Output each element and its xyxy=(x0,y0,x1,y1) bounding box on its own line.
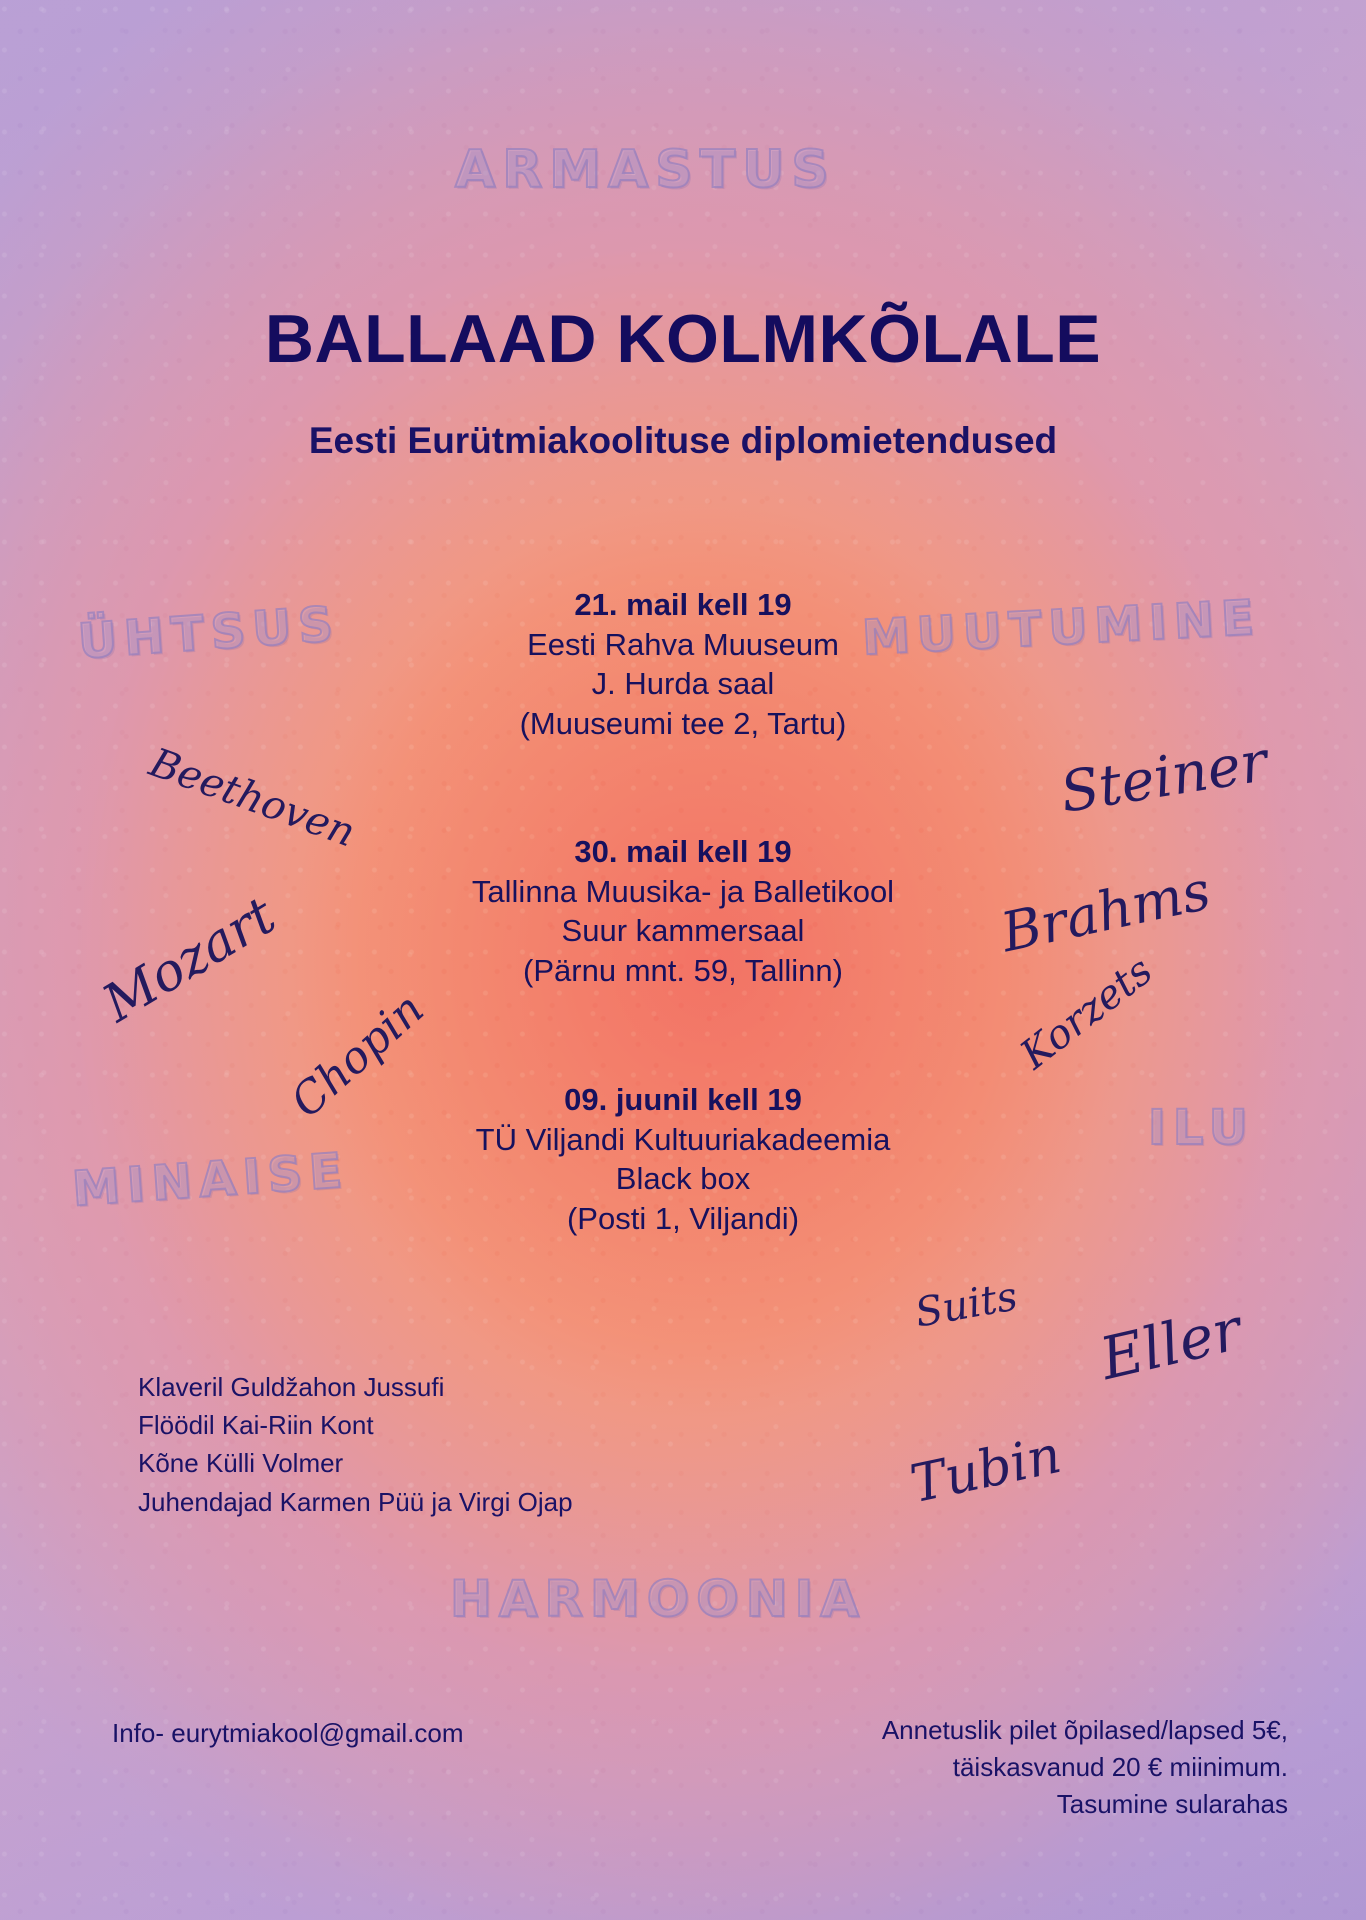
keyword-armastus: ARMASTUS xyxy=(455,140,836,200)
name-tubin: Tubin xyxy=(905,1424,1067,1516)
event-hall: Suur kammersaal xyxy=(561,913,805,949)
event-entry xyxy=(0,585,1366,744)
keyword-harmoonia: HARMOONIA xyxy=(450,1570,866,1628)
event-venue: Eesti Rahva Muuseum xyxy=(527,626,839,662)
event-address: (Pärnu mnt. 59, Tallinn) xyxy=(523,953,843,989)
keyword-ilu: ILU xyxy=(1148,1100,1255,1156)
name-mozart: Mozart xyxy=(93,885,286,1035)
price-line: Tasumine sularahas xyxy=(1056,1788,1288,1819)
keyword-uhtsus: ÜHTSUS xyxy=(76,595,342,671)
page-title: BALLAAD KOLMKÕLALE xyxy=(264,301,1102,377)
page-subtitle: Eesti Eurütmiakoolituse diplomietendused xyxy=(308,420,1058,461)
performers-list xyxy=(138,1368,573,1521)
event-datetime: 21. mail kell 19 xyxy=(574,587,792,622)
name-suits: Suits xyxy=(911,1273,1021,1337)
price-line: Annetuslik pilet õpilased/lapsed 5€, xyxy=(881,1715,1288,1745)
performer-line: Klaveril Guldžahon Jussufi xyxy=(138,1372,445,1402)
event-hall: Black box xyxy=(615,1161,751,1197)
event-entry xyxy=(0,832,1366,991)
ticket-price-info xyxy=(882,1712,1288,1823)
contact-info: Info- eurytmiakool@gmail.com xyxy=(112,1718,464,1748)
performer-line: Kõne Külli Volmer xyxy=(138,1448,344,1479)
name-chopin: Chopin xyxy=(281,983,434,1128)
keyword-muutumine: MUUTUMINE xyxy=(860,589,1263,667)
name-eller: Eller xyxy=(1094,1294,1248,1394)
event-venue: Tallinna Muusika- ja Balletikool xyxy=(471,873,895,909)
name-beethoven: Beethoven xyxy=(143,739,362,857)
event-hall: J. Hurda saal xyxy=(591,666,775,702)
event-address: (Posti 1, Viljandi) xyxy=(566,1201,800,1237)
name-brahms: Brahms xyxy=(995,858,1216,965)
event-entry xyxy=(0,1080,1366,1239)
name-steiner: Steiner xyxy=(1056,729,1272,826)
event-datetime: 09. juunil kell 19 xyxy=(564,1082,802,1117)
keyword-minaise: MINAISE xyxy=(70,1142,351,1218)
name-korzets: Korzets xyxy=(1012,947,1162,1079)
price-line: täiskasvanud 20 € miinimum. xyxy=(952,1751,1288,1782)
event-venue: TÜ Viljandi Kultuuriakadeemia xyxy=(475,1121,891,1157)
performer-line: Flöödil Kai-Riin Kont xyxy=(138,1410,374,1441)
event-datetime: 30. mail kell 19 xyxy=(574,834,792,869)
performer-line: Juhendajad Karmen Püü ja Virgi Ojap xyxy=(138,1486,573,1517)
event-address: (Muuseumi tee 2, Tartu) xyxy=(519,706,847,742)
